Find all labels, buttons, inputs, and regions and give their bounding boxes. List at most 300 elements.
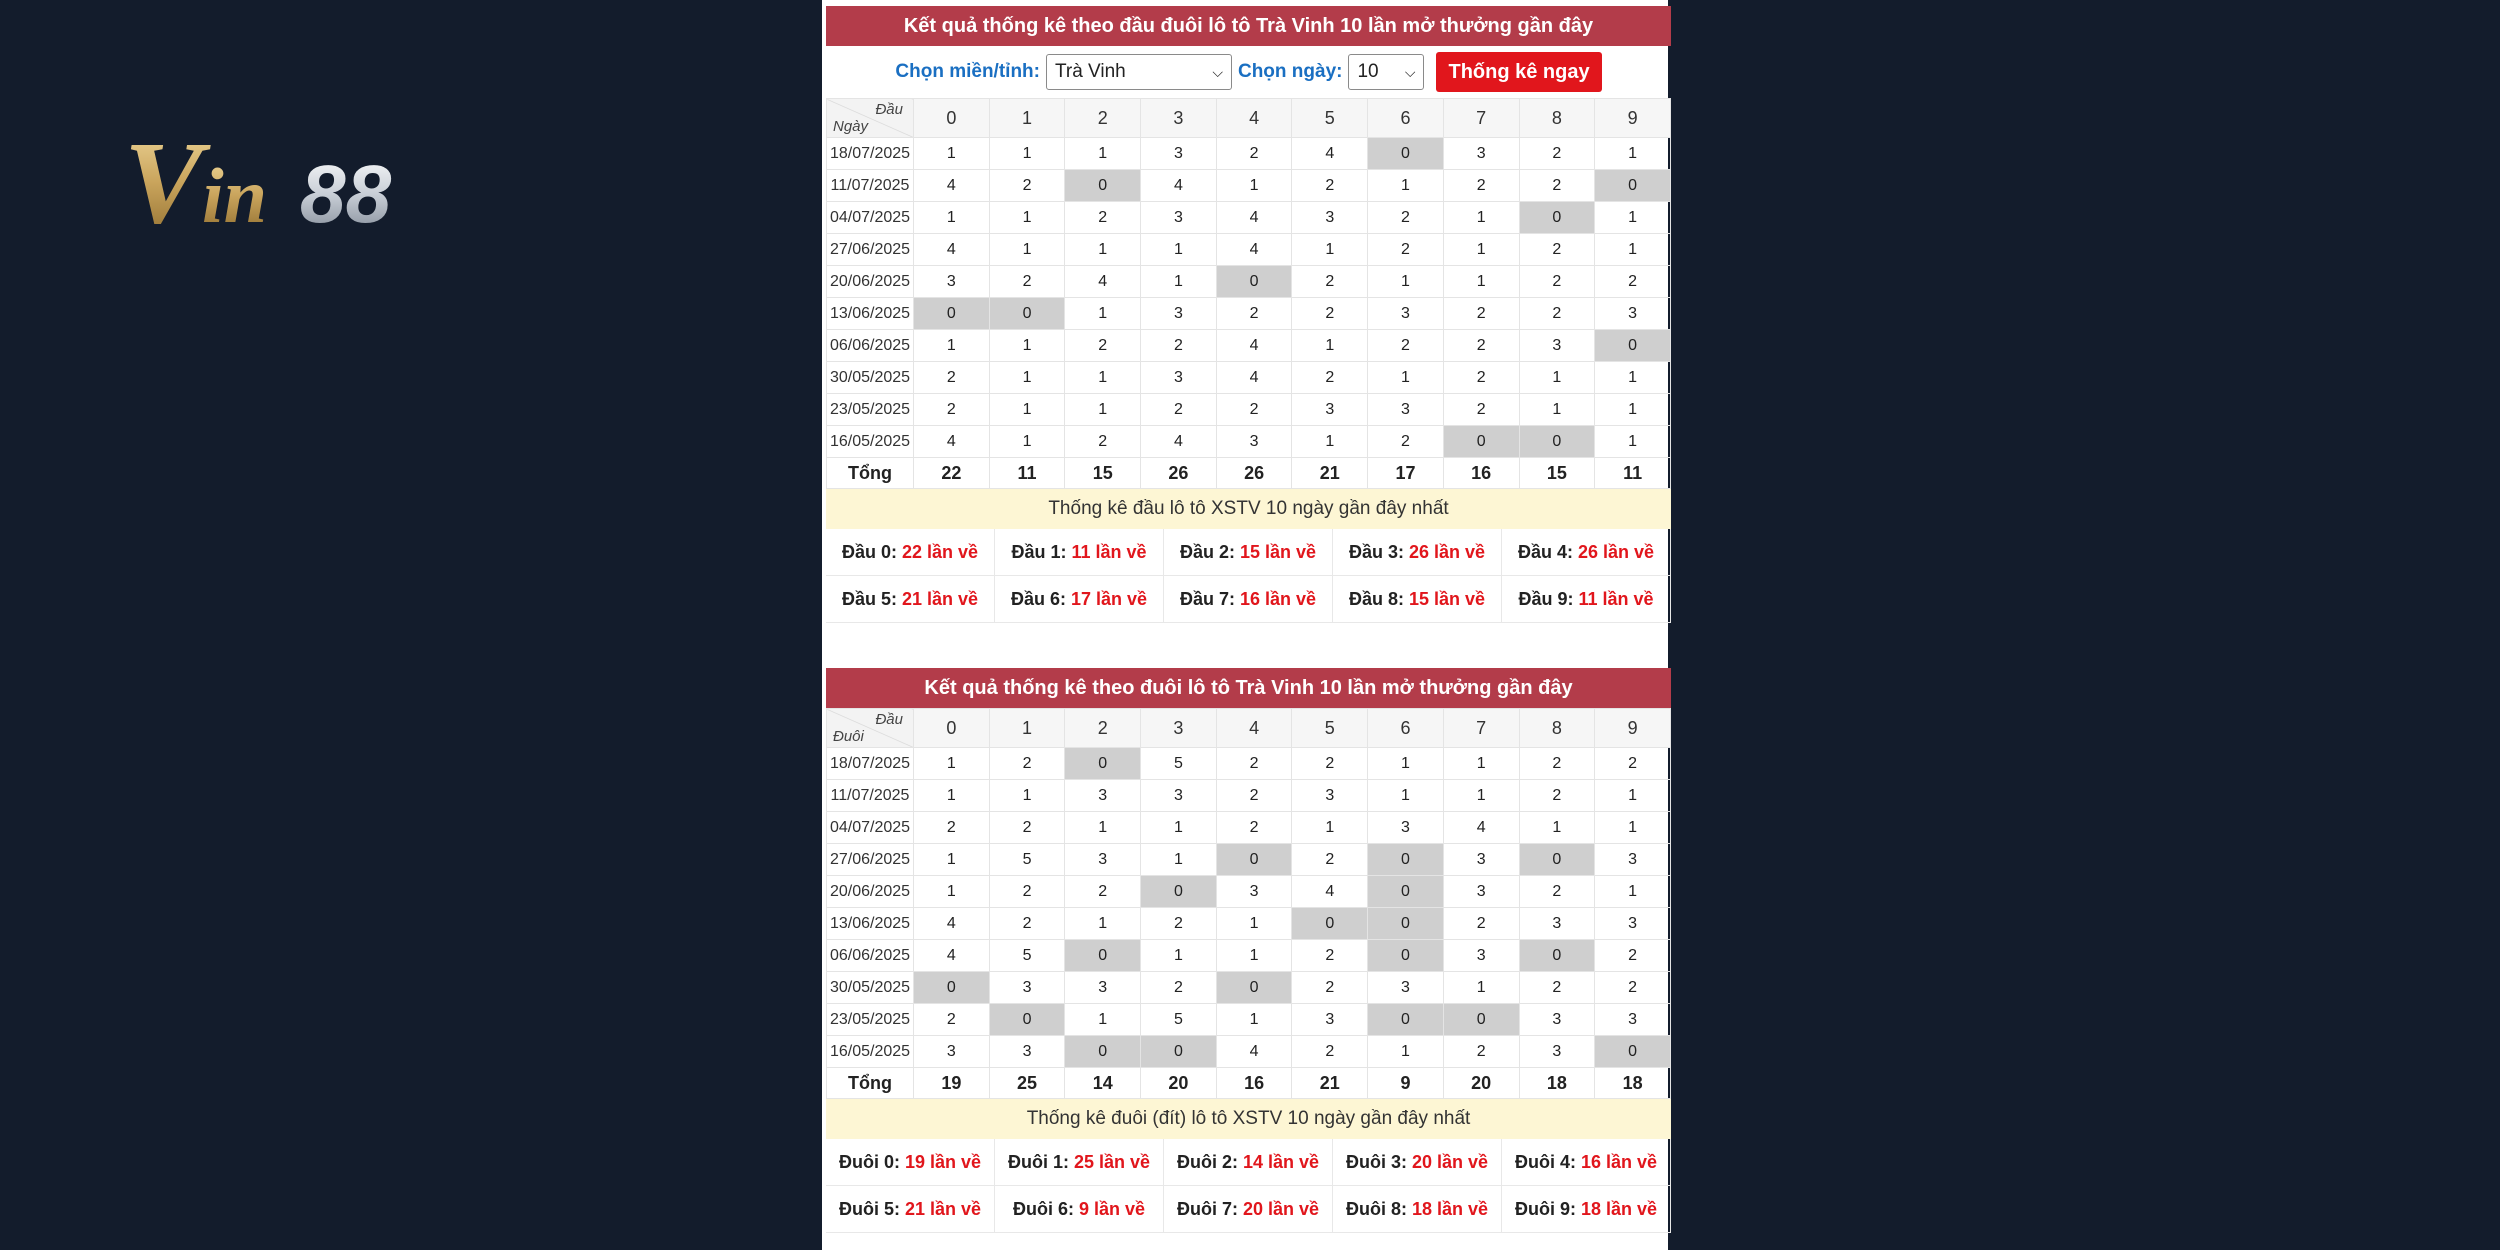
- summary-item: [826, 1139, 995, 1186]
- table-cell: 2: [1292, 1036, 1368, 1068]
- table-cell: 2: [1292, 266, 1368, 298]
- total-cell: 11: [1595, 458, 1671, 489]
- chevron-down-icon: ⌵: [1404, 63, 1416, 80]
- column-header: 9: [1595, 99, 1671, 138]
- table-cell: 2: [1443, 1036, 1519, 1068]
- column-header: 5: [1292, 709, 1368, 748]
- table-cell: 0: [1292, 908, 1368, 940]
- province-select-value: Trà Vinh: [1054, 61, 1126, 82]
- table-cell: 1: [1292, 234, 1368, 266]
- table-cell: 0: [1443, 426, 1519, 458]
- statistics-panel: [822, 0, 1668, 1250]
- row-date: 20/06/2025: [827, 266, 914, 298]
- table-row: [827, 330, 1671, 362]
- summary-item: [1164, 576, 1333, 623]
- row-date: 18/07/2025: [827, 138, 914, 170]
- table-cell: 2: [1216, 394, 1292, 426]
- row-date: 20/06/2025: [827, 876, 914, 908]
- table-cell: 2: [1216, 780, 1292, 812]
- table-cell: 3: [1595, 908, 1671, 940]
- table-cell: 2: [989, 266, 1065, 298]
- total-cell: 15: [1065, 458, 1141, 489]
- table-cell: 0: [1216, 266, 1292, 298]
- table-cell: 3: [1065, 844, 1141, 876]
- row-date: 23/05/2025: [827, 1004, 914, 1036]
- table-row: [827, 844, 1671, 876]
- table-cell: 3: [1519, 908, 1595, 940]
- table-cell: 0: [1065, 1036, 1141, 1068]
- table-cell: 1: [1141, 266, 1217, 298]
- total-cell: 21: [1292, 458, 1368, 489]
- filter-bar: [826, 46, 1671, 98]
- table-row: [827, 138, 1671, 170]
- summary-value: 15 lần về: [1408, 588, 1486, 609]
- table-cell: 3: [1368, 972, 1444, 1004]
- table-cell: 2: [989, 876, 1065, 908]
- summary-label: Đuôi 4:: [1514, 1151, 1576, 1172]
- table-cell: 0: [1519, 202, 1595, 234]
- corner-bottom-label: Ngày: [833, 118, 869, 135]
- summary-label: Đầu 5:: [841, 588, 897, 609]
- table-cell: 2: [1065, 330, 1141, 362]
- table-cell: 2: [1519, 780, 1595, 812]
- duoi-section-title: Kết quả thống kê theo đuôi lô tô Trà Vinh 10 lần mở thưởng gần đây: [826, 668, 1671, 708]
- table-cell: 2: [989, 748, 1065, 780]
- table-cell: 1: [1519, 812, 1595, 844]
- table-cell: 1: [989, 202, 1065, 234]
- summary-value: 20 lần về: [1411, 1151, 1489, 1172]
- summary-item: [1164, 529, 1333, 576]
- table-cell: 1: [989, 138, 1065, 170]
- summary-item: [1164, 1139, 1333, 1186]
- total-cell: 19: [914, 1068, 990, 1099]
- summary-value: 21 lần về: [904, 1198, 982, 1219]
- table-cell: 4: [1216, 202, 1292, 234]
- table-cell: 1: [1141, 234, 1217, 266]
- row-date: 16/05/2025: [827, 426, 914, 458]
- table-cell: 3: [1141, 780, 1217, 812]
- summary-value: 18 lần về: [1411, 1198, 1489, 1219]
- total-cell: 9: [1368, 1068, 1444, 1099]
- table-cell: 1: [1595, 202, 1671, 234]
- table-cell: 0: [1368, 844, 1444, 876]
- table-cell: 2: [989, 812, 1065, 844]
- svg-text:in: in: [202, 152, 268, 238]
- table-cell: 0: [1216, 844, 1292, 876]
- table-cell: 1: [1065, 138, 1141, 170]
- row-date: 18/07/2025: [827, 748, 914, 780]
- table-cell: 2: [1216, 748, 1292, 780]
- column-header: 3: [1141, 709, 1217, 748]
- table-cell: 4: [1216, 234, 1292, 266]
- summary-label: Đuôi 7:: [1176, 1198, 1238, 1219]
- dau-summary: [826, 529, 1671, 623]
- table-cell: 1: [1292, 330, 1368, 362]
- table-row: [827, 362, 1671, 394]
- table-cell: 0: [1141, 876, 1217, 908]
- dau-table: [826, 98, 1671, 489]
- summary-label: Đuôi 8:: [1345, 1198, 1407, 1219]
- table-row: [827, 1004, 1671, 1036]
- table-cell: 2: [1443, 170, 1519, 202]
- table-cell: 1: [1065, 1004, 1141, 1036]
- table-cell: 1: [989, 362, 1065, 394]
- column-header: 1: [989, 709, 1065, 748]
- table-cell: 2: [1519, 876, 1595, 908]
- table-cell: 1: [1065, 362, 1141, 394]
- chevron-down-icon: ⌵: [1212, 63, 1223, 80]
- summary-item: [995, 1139, 1164, 1186]
- summary-label: Đầu 3:: [1348, 541, 1404, 562]
- duoi-summary: [826, 1139, 1671, 1233]
- total-cell: 14: [1065, 1068, 1141, 1099]
- summary-value: 17 lần về: [1070, 588, 1148, 609]
- table-cell: 1: [1368, 170, 1444, 202]
- table-cell: 4: [1216, 1036, 1292, 1068]
- table-cell: 2: [1368, 426, 1444, 458]
- table-row: [827, 748, 1671, 780]
- table-cell: 5: [1141, 748, 1217, 780]
- summary-label: Đầu 0:: [841, 541, 897, 562]
- column-header: 6: [1368, 709, 1444, 748]
- total-cell: 22: [914, 458, 990, 489]
- column-header: 0: [914, 709, 990, 748]
- column-header: 4: [1216, 99, 1292, 138]
- table-cell: 0: [1368, 940, 1444, 972]
- svg-text:V: V: [124, 118, 203, 238]
- table-cell: 5: [1141, 1004, 1217, 1036]
- column-header: 2: [1065, 99, 1141, 138]
- days-select[interactable]: [1348, 54, 1424, 90]
- total-label: Tổng: [827, 458, 914, 489]
- summary-value: 22 lần về: [901, 541, 979, 562]
- table-cell: 3: [1292, 202, 1368, 234]
- table-cell: 2: [1216, 298, 1292, 330]
- table-cell: 3: [1595, 1004, 1671, 1036]
- table-cell: 0: [1141, 1036, 1217, 1068]
- table-cell: 0: [1519, 844, 1595, 876]
- table-cell: 1: [989, 330, 1065, 362]
- duoi-section: [826, 668, 1671, 1233]
- summary-value: 26 lần về: [1577, 541, 1655, 562]
- table-cell: 3: [1141, 298, 1217, 330]
- table-row: [827, 202, 1671, 234]
- table-cell: 5: [989, 844, 1065, 876]
- table-cell: 2: [1519, 972, 1595, 1004]
- summary-value: 14 lần về: [1242, 1151, 1320, 1172]
- table-cell: 4: [914, 908, 990, 940]
- table-cell: 1: [1595, 780, 1671, 812]
- table-row: [827, 234, 1671, 266]
- table-cell: 3: [1443, 940, 1519, 972]
- table-cell: 1: [1443, 780, 1519, 812]
- table-cell: 3: [1292, 394, 1368, 426]
- vin88-logo: [122, 118, 482, 238]
- table-cell: 1: [1292, 426, 1368, 458]
- table-cell: 1: [989, 780, 1065, 812]
- table-cell: 3: [914, 266, 990, 298]
- table-cell: 3: [1368, 812, 1444, 844]
- table-header-row: [827, 99, 1671, 138]
- row-date: 11/07/2025: [827, 780, 914, 812]
- row-date: 16/05/2025: [827, 1036, 914, 1068]
- summary-label: Đầu 2:: [1179, 541, 1235, 562]
- table-cell: 0: [1368, 1004, 1444, 1036]
- table-cell: 5: [989, 940, 1065, 972]
- table-cell: 2: [1368, 330, 1444, 362]
- corner-top-label: Đầu: [875, 101, 903, 118]
- table-cell: 3: [1595, 298, 1671, 330]
- table-cell: 2: [1443, 362, 1519, 394]
- table-cell: 2: [1065, 426, 1141, 458]
- table-cell: 1: [1443, 972, 1519, 1004]
- table-cell: 1: [1216, 908, 1292, 940]
- table-cell: 2: [1368, 202, 1444, 234]
- table-cell: 1: [1595, 812, 1671, 844]
- table-cell: 3: [1519, 330, 1595, 362]
- table-cell: 0: [1519, 426, 1595, 458]
- table-cell: 1: [1595, 394, 1671, 426]
- table-cell: 0: [989, 1004, 1065, 1036]
- table-cell: 4: [914, 170, 990, 202]
- column-header: 1: [989, 99, 1065, 138]
- table-cell: 1: [1443, 748, 1519, 780]
- table-cell: 2: [1292, 844, 1368, 876]
- table-cell: 1: [914, 330, 990, 362]
- table-cell: 1: [1443, 266, 1519, 298]
- table-cell: 0: [1595, 170, 1671, 202]
- table-cell: 4: [1292, 138, 1368, 170]
- table-cell: 3: [1443, 138, 1519, 170]
- province-select[interactable]: [1046, 54, 1232, 90]
- table-cell: 2: [1141, 972, 1217, 1004]
- summary-value: 25 lần về: [1073, 1151, 1151, 1172]
- table-cell: 1: [1065, 908, 1141, 940]
- table-cell: 1: [1141, 940, 1217, 972]
- days-label: Chọn ngày:: [1237, 61, 1343, 82]
- table-cell: 2: [1292, 362, 1368, 394]
- total-cell: 20: [1443, 1068, 1519, 1099]
- table-row: [827, 908, 1671, 940]
- summary-item: [1502, 1139, 1671, 1186]
- submit-stats-button[interactable]: Thống kê ngay: [1436, 52, 1601, 92]
- table-cell: 0: [1216, 972, 1292, 1004]
- summary-item: [1502, 1186, 1671, 1233]
- summary-value: 26 lần về: [1408, 541, 1486, 562]
- table-cell: 1: [1519, 362, 1595, 394]
- table-row: [827, 170, 1671, 202]
- table-cell: 2: [1443, 298, 1519, 330]
- table-cell: 2: [1443, 330, 1519, 362]
- table-cell: 0: [1368, 138, 1444, 170]
- table-cell: 2: [989, 170, 1065, 202]
- row-date: 04/07/2025: [827, 202, 914, 234]
- table-cell: 1: [1292, 812, 1368, 844]
- table-cell: 0: [1595, 1036, 1671, 1068]
- summary-value: 9 lần về: [1078, 1198, 1146, 1219]
- total-cell: 18: [1595, 1068, 1671, 1099]
- table-cell: 0: [1443, 1004, 1519, 1036]
- row-date: 30/05/2025: [827, 362, 914, 394]
- table-cell: 3: [1292, 780, 1368, 812]
- table-cell: 1: [1216, 1004, 1292, 1036]
- table-cell: 3: [1065, 972, 1141, 1004]
- table-cell: 1: [1595, 362, 1671, 394]
- table-cell: 2: [1216, 812, 1292, 844]
- table-header-row: [827, 709, 1671, 748]
- table-cell: 1: [989, 426, 1065, 458]
- summary-value: 15 lần về: [1239, 541, 1317, 562]
- corner-top-label: Đầu: [875, 711, 903, 728]
- table-cell: 3: [989, 972, 1065, 1004]
- summary-item: [1333, 576, 1502, 623]
- table-cell: 2: [1443, 394, 1519, 426]
- table-cell: 1: [914, 876, 990, 908]
- row-date: 06/06/2025: [827, 330, 914, 362]
- summary-item: [826, 529, 995, 576]
- table-cell: 3: [989, 1036, 1065, 1068]
- table-cell: 2: [1519, 170, 1595, 202]
- table-cell: 3: [1292, 1004, 1368, 1036]
- table-cell: 2: [1292, 298, 1368, 330]
- table-cell: 1: [914, 748, 990, 780]
- table-cell: 1: [989, 394, 1065, 426]
- table-cell: 4: [1065, 266, 1141, 298]
- summary-label: Đầu 6:: [1010, 588, 1066, 609]
- column-header: 9: [1595, 709, 1671, 748]
- svg-text:88: 88: [300, 149, 392, 238]
- column-header: 7: [1443, 99, 1519, 138]
- summary-label: Đầu 8:: [1348, 588, 1404, 609]
- summary-label: Đuôi 1:: [1007, 1151, 1069, 1172]
- total-cell: 21: [1292, 1068, 1368, 1099]
- total-row: [827, 458, 1671, 489]
- summary-item: [1333, 529, 1502, 576]
- table-cell: 2: [1065, 202, 1141, 234]
- table-cell: 0: [1595, 330, 1671, 362]
- table-cell: 1: [914, 844, 990, 876]
- dau-caption: Thống kê đầu lô tô XSTV 10 ngày gần đây nhất: [826, 489, 1671, 529]
- summary-value: 18 lần về: [1580, 1198, 1658, 1219]
- summary-value: 11 lần về: [1071, 541, 1147, 562]
- total-cell: 16: [1216, 1068, 1292, 1099]
- table-cell: 1: [1368, 780, 1444, 812]
- table-cell: 2: [1292, 748, 1368, 780]
- table-cell: 3: [1595, 844, 1671, 876]
- table-cell: 4: [1141, 426, 1217, 458]
- table-cell: 2: [914, 362, 990, 394]
- table-cell: 1: [1595, 426, 1671, 458]
- summary-item: [995, 576, 1164, 623]
- summary-item: [1164, 1186, 1333, 1233]
- total-cell: 11: [989, 458, 1065, 489]
- table-cell: 1: [1595, 876, 1671, 908]
- table-cell: 1: [1216, 940, 1292, 972]
- summary-label: Đuôi 9:: [1514, 1198, 1576, 1219]
- total-cell: 26: [1141, 458, 1217, 489]
- table-cell: 2: [1595, 266, 1671, 298]
- table-cell: 1: [1216, 170, 1292, 202]
- summary-item: [995, 529, 1164, 576]
- table-corner: [827, 709, 914, 748]
- table-cell: 1: [1065, 234, 1141, 266]
- column-header: 8: [1519, 99, 1595, 138]
- summary-value: 16 lần về: [1239, 588, 1317, 609]
- summary-label: Đuôi 2:: [1176, 1151, 1238, 1172]
- table-cell: 2: [1443, 908, 1519, 940]
- table-cell: 2: [914, 394, 990, 426]
- total-cell: 15: [1519, 458, 1595, 489]
- table-cell: 2: [1292, 972, 1368, 1004]
- table-cell: 2: [989, 908, 1065, 940]
- summary-value: 20 lần về: [1242, 1198, 1320, 1219]
- row-date: 13/06/2025: [827, 908, 914, 940]
- table-cell: 3: [1519, 1036, 1595, 1068]
- table-cell: 1: [1595, 138, 1671, 170]
- table-cell: 2: [1141, 908, 1217, 940]
- vin88-logo-graphic: [122, 118, 482, 238]
- summary-item: [1502, 576, 1671, 623]
- table-cell: 1: [1443, 202, 1519, 234]
- table-cell: 1: [1368, 748, 1444, 780]
- table-cell: 1: [1368, 362, 1444, 394]
- table-cell: 3: [1443, 844, 1519, 876]
- summary-label: Đầu 1:: [1011, 541, 1067, 562]
- duoi-caption: Thống kê đuôi (đít) lô tô XSTV 10 ngày gần đây nhất: [826, 1099, 1671, 1139]
- table-row: [827, 812, 1671, 844]
- row-date: 23/05/2025: [827, 394, 914, 426]
- summary-label: Đầu 4:: [1517, 541, 1573, 562]
- province-label: Chọn miền/tỉnh:: [895, 61, 1040, 82]
- table-cell: 0: [1065, 170, 1141, 202]
- table-cell: 3: [1216, 876, 1292, 908]
- table-cell: 1: [989, 234, 1065, 266]
- summary-value: 11 lần về: [1578, 588, 1654, 609]
- table-cell: 1: [1141, 844, 1217, 876]
- table-cell: 2: [1216, 138, 1292, 170]
- total-cell: 17: [1368, 458, 1444, 489]
- table-cell: 2: [1595, 972, 1671, 1004]
- total-cell: 25: [989, 1068, 1065, 1099]
- table-cell: 2: [1141, 330, 1217, 362]
- table-cell: 4: [914, 426, 990, 458]
- table-cell: 0: [914, 972, 990, 1004]
- table-cell: 3: [1519, 1004, 1595, 1036]
- table-row: [827, 1036, 1671, 1068]
- table-cell: 2: [1519, 748, 1595, 780]
- table-cell: 1: [1519, 394, 1595, 426]
- row-date: 04/07/2025: [827, 812, 914, 844]
- table-cell: 2: [914, 1004, 990, 1036]
- table-cell: 3: [914, 1036, 990, 1068]
- summary-item: [1333, 1186, 1502, 1233]
- row-date: 11/07/2025: [827, 170, 914, 202]
- table-row: [827, 298, 1671, 330]
- table-cell: 3: [1443, 876, 1519, 908]
- table-row: [827, 940, 1671, 972]
- table-cell: 3: [1141, 362, 1217, 394]
- column-header: 3: [1141, 99, 1217, 138]
- table-cell: 0: [1368, 876, 1444, 908]
- table-cell: 1: [914, 138, 990, 170]
- summary-label: Đuôi 6:: [1012, 1198, 1074, 1219]
- row-date: 06/06/2025: [827, 940, 914, 972]
- summary-value: 19 lần về: [904, 1151, 982, 1172]
- column-header: 4: [1216, 709, 1292, 748]
- column-header: 8: [1519, 709, 1595, 748]
- total-cell: 26: [1216, 458, 1292, 489]
- table-cell: 2: [1519, 298, 1595, 330]
